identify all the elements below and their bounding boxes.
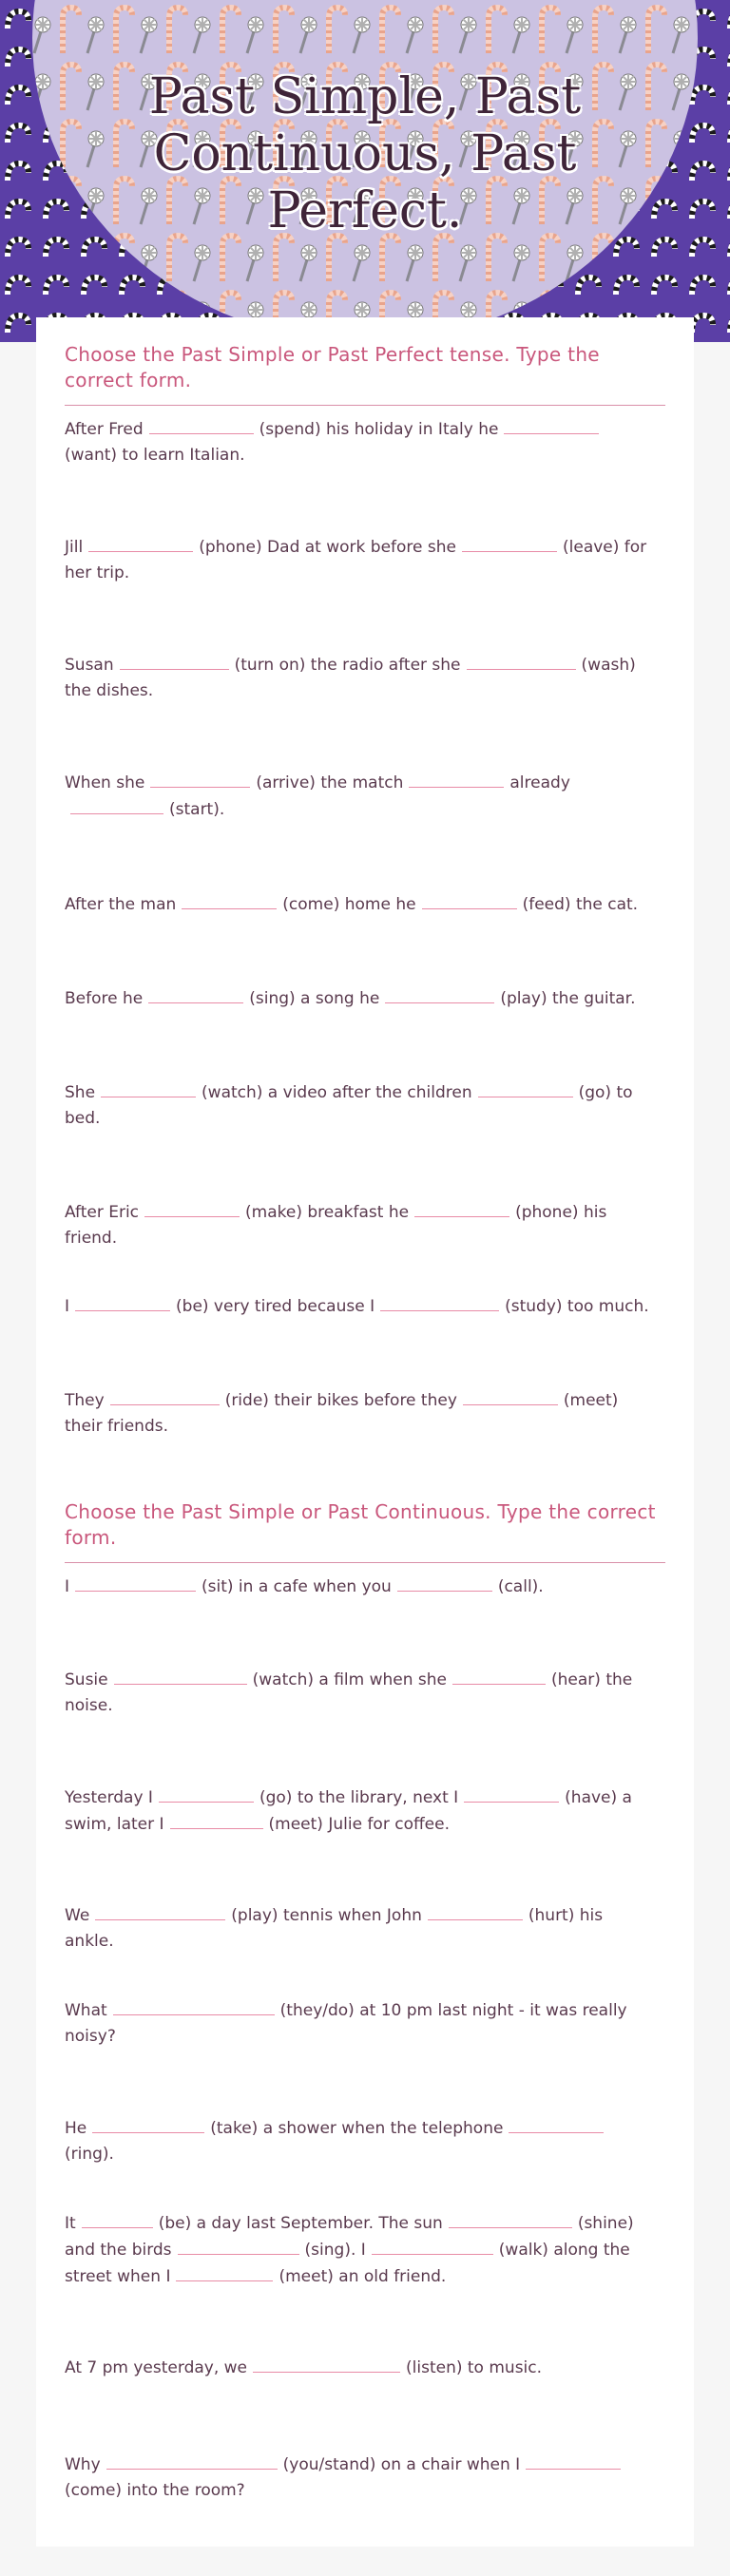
question-text: What: [65, 2001, 107, 2020]
question-text: (sit) in a cafe when you: [202, 1577, 392, 1596]
question-text: (they/do) at 10 pm last night - it was really noisy?: [65, 2001, 627, 2046]
question-text: (arrive) the match: [256, 773, 404, 792]
question-text: (meet) Julie for coffee.: [268, 1815, 451, 1834]
question-item: [65, 770, 654, 823]
answer-blank-input[interactable]: [101, 1079, 196, 1097]
question-text: (meet) their friends.: [65, 1391, 619, 1436]
answer-blank-input[interactable]: [148, 985, 243, 1003]
question-item: [65, 2355, 654, 2381]
answer-blank-input[interactable]: [253, 2355, 400, 2373]
question-text: (ring).: [65, 2145, 114, 2164]
answer-blank-input[interactable]: [462, 534, 557, 552]
question-text: After Eric: [65, 1203, 140, 1222]
answer-blank-input[interactable]: [504, 416, 599, 434]
page-title: Past Simple, Past Continuous, Past Perfect.: [148, 68, 582, 239]
question-text: (walk) along the street when I: [65, 2241, 630, 2286]
answer-blank-input[interactable]: [467, 652, 576, 670]
question-text: (leave) for her trip.: [65, 538, 647, 582]
question-text: (play) the guitar.: [500, 989, 636, 1008]
question-text: Susan: [65, 656, 114, 675]
answer-blank-input[interactable]: [397, 1574, 492, 1592]
answer-blank-input[interactable]: [463, 1387, 558, 1405]
question-item: [65, 1199, 654, 1251]
question-text: He: [65, 2119, 87, 2138]
question-text: (take) a shower when the telephone: [210, 2119, 504, 2138]
answer-blank-input[interactable]: [509, 2115, 604, 2133]
question-item: [65, 2452, 654, 2504]
answer-blank-input[interactable]: [380, 1293, 499, 1311]
answer-blank-input[interactable]: [478, 1079, 573, 1097]
answer-blank-input[interactable]: [449, 2210, 572, 2228]
question-text: After the man: [65, 895, 177, 914]
answer-blank-input[interactable]: [110, 1387, 220, 1405]
question-item: [65, 1079, 654, 1132]
question-text: (have) a swim, later I: [65, 1788, 632, 1834]
answer-blank-input[interactable]: [414, 1199, 509, 1217]
question-text: When she: [65, 773, 145, 792]
question-text: (shine) and the birds: [65, 2214, 634, 2260]
answer-blank-input[interactable]: [75, 1574, 196, 1592]
answer-blank-input[interactable]: [75, 1293, 170, 1311]
section-divider: [65, 1562, 665, 1563]
question-text: (watch) a film when she: [252, 1670, 448, 1689]
worksheet-card: [36, 317, 694, 2547]
question-text: Before he: [65, 989, 144, 1008]
question-text: (be) very tired because I: [176, 1297, 375, 1316]
question-text: (come) home he: [282, 895, 416, 914]
answer-blank-input[interactable]: [409, 770, 504, 788]
question-text: (watch) a video after the children: [202, 1083, 472, 1102]
question-text: (sing) a song he: [249, 989, 380, 1008]
question-text: (be) a day last September. The sun: [158, 2214, 443, 2233]
question-item: [65, 2210, 654, 2290]
answer-blank-input[interactable]: [113, 1997, 275, 2015]
section-title: Choose the Past Simple or Past Perfect tense. Type the correct form.: [65, 343, 600, 391]
answer-blank-input[interactable]: [88, 534, 193, 552]
question-item: [65, 1997, 654, 2050]
question-text: I: [65, 1297, 70, 1316]
question-text: At 7 pm yesterday, we: [65, 2358, 248, 2377]
question-item: [65, 1667, 654, 1719]
question-text: (make) breakfast he: [245, 1203, 410, 1222]
answer-blank-input[interactable]: [95, 1902, 225, 1920]
question-text: (ride) their bikes before they: [224, 1391, 457, 1410]
question-text: (hear) the noise.: [65, 1670, 633, 1715]
answer-blank-input[interactable]: [452, 1667, 546, 1685]
question-text: (turn on) the radio after she: [234, 656, 461, 675]
answer-blank-input[interactable]: [176, 2263, 273, 2281]
question-text: (study) too much.: [505, 1297, 649, 1316]
question-text: (go) to the library, next I: [259, 1788, 459, 1807]
question-item: [65, 652, 654, 704]
question-text: (listen) to music.: [406, 2358, 543, 2377]
question-text: Yesterday I: [65, 1788, 153, 1807]
question-item: [65, 1574, 654, 1600]
header-banner: [0, 0, 730, 342]
question-item: [65, 2115, 654, 2167]
question-text: (play) tennis when John: [231, 1906, 422, 1925]
question-text: (wash) the dishes.: [65, 656, 636, 700]
answer-blank-input[interactable]: [114, 1667, 247, 1685]
question-item: [65, 1387, 654, 1440]
answer-blank-input[interactable]: [422, 891, 517, 909]
question-text: (start).: [169, 800, 225, 819]
question-text: (come) into the room?: [65, 2481, 245, 2500]
question-text: (meet) an old friend.: [279, 2267, 447, 2286]
answer-blank-input[interactable]: [120, 652, 229, 670]
question-item: [65, 416, 654, 468]
answer-blank-input[interactable]: [178, 2237, 299, 2255]
question-text: We: [65, 1906, 90, 1925]
answer-blank-input[interactable]: [385, 985, 494, 1003]
answer-blank-input[interactable]: [170, 1811, 263, 1829]
answer-blank-input[interactable]: [372, 2237, 493, 2255]
answer-blank-input[interactable]: [82, 2210, 153, 2228]
answer-blank-input[interactable]: [144, 1199, 240, 1217]
question-text: (phone) Dad at work before she: [199, 538, 456, 557]
answer-blank-input[interactable]: [464, 1784, 559, 1803]
question-text: She: [65, 1083, 96, 1102]
question-text: I: [65, 1577, 70, 1596]
question-text: already: [509, 773, 570, 792]
question-text: (hurt) his ankle.: [65, 1906, 604, 1951]
answer-blank-input[interactable]: [92, 2115, 204, 2133]
question-item: [65, 985, 654, 1012]
answer-blank-input[interactable]: [182, 891, 277, 909]
answer-blank-input[interactable]: [149, 416, 254, 434]
question-item: [65, 1293, 654, 1320]
answer-blank-input[interactable]: [428, 1902, 523, 1920]
question-item: [65, 1784, 654, 1838]
answer-blank-input[interactable]: [70, 796, 163, 814]
question-text: After Fred: [65, 420, 144, 439]
question-item: [65, 1902, 654, 1955]
question-text: They: [65, 1391, 105, 1410]
answer-blank-input[interactable]: [150, 770, 250, 788]
question-text: It: [65, 2214, 76, 2233]
question-text: Why: [65, 2455, 101, 2474]
question-text: (sing). I: [304, 2241, 366, 2260]
answer-blank-input[interactable]: [106, 2452, 278, 2470]
question-text: (phone) his friend.: [65, 1203, 607, 1248]
question-text: (want) to learn Italian.: [65, 446, 245, 465]
section-divider: [65, 405, 665, 406]
question-text: Jill: [65, 538, 84, 557]
question-text: (you/stand) on a chair when I: [282, 2455, 521, 2474]
question-text: (feed) the cat.: [522, 895, 639, 914]
question-item: [65, 891, 654, 918]
answer-blank-input[interactable]: [526, 2452, 621, 2470]
question-text: (call).: [497, 1577, 544, 1596]
answer-blank-input[interactable]: [159, 1784, 254, 1803]
question-text: Susie: [65, 1670, 108, 1689]
question-text: (spend) his holiday in Italy he: [259, 420, 499, 439]
question-item: [65, 534, 654, 586]
section-title: Choose the Past Simple or Past Continuous. Type the correct form.: [65, 1500, 656, 1549]
question-text: (go) to bed.: [65, 1083, 633, 1128]
